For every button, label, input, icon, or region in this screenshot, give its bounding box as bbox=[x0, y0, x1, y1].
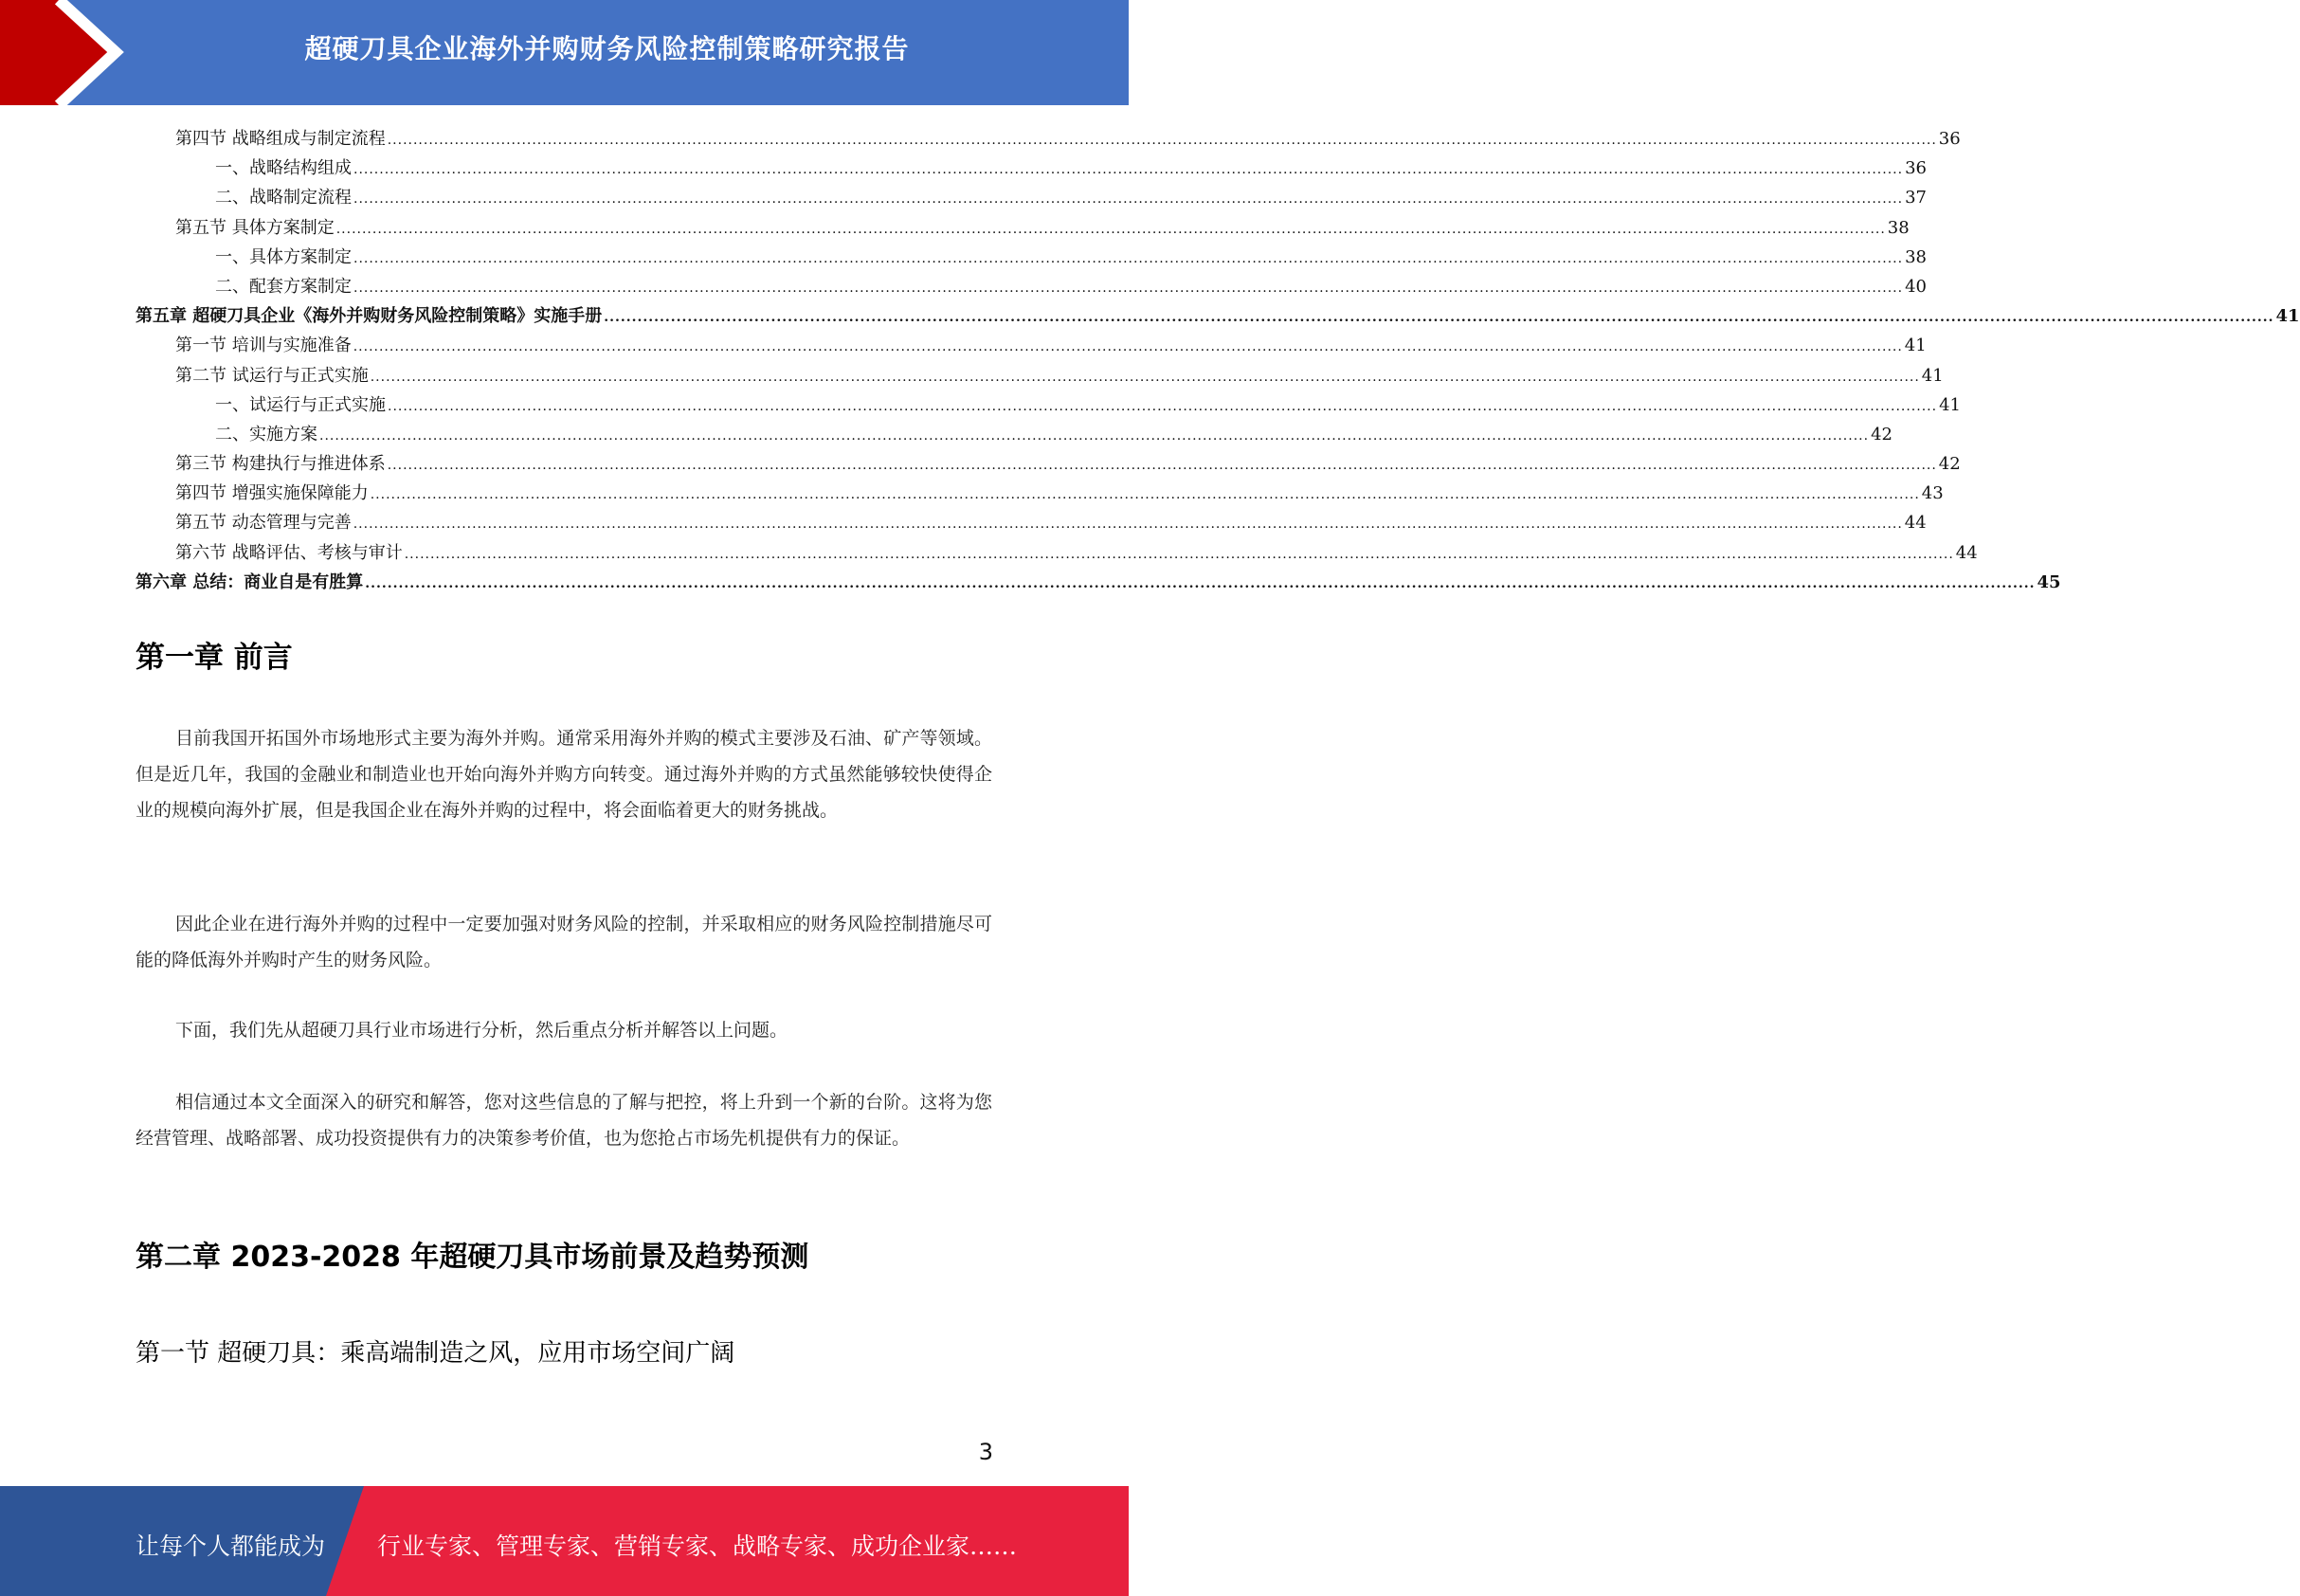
toc-entry-page: 36 bbox=[1905, 158, 1927, 179]
toc-entry-page: 37 bbox=[1905, 188, 1927, 209]
toc-entry-page: 41 bbox=[1904, 336, 1927, 356]
body-paragraph: 相信通过本文全面深入的研究和解答，您对这些信息的了解与把控，将上升到一个新的台阶。这将为您经营管理、战略部署、成功投资提供有力的决策参考价值，也为您抢占市场先机提供有力的保证。 bbox=[136, 1092, 992, 1149]
toc-entry-title: 一、战略结构组成 bbox=[215, 158, 352, 179]
toc-entry-title: 第六节 战略评估、考核与审计 bbox=[175, 542, 403, 563]
toc-entry[interactable] bbox=[136, 361, 1944, 390]
page-header bbox=[0, 0, 1129, 105]
toc-entry-page: 41 bbox=[1921, 365, 1944, 386]
toc-entry-title: 第六章 总结：商业自是有胜算 bbox=[136, 571, 364, 592]
chapter-1-heading: 第一章 前言 bbox=[136, 641, 293, 675]
toc-leader-dots: ............................................................................................................................................................................................................................................................................................................ bbox=[404, 546, 1954, 562]
toc-entry[interactable] bbox=[136, 479, 1944, 508]
toc-entry-page: 38 bbox=[1887, 217, 1910, 238]
toc-entry-page: 44 bbox=[1955, 542, 1978, 563]
toc-entry-title: 第四节 增强实施保障能力 bbox=[175, 483, 369, 504]
toc-leader-dots: ............................................................................................................................................................................................................................................................................................................ bbox=[370, 369, 1920, 385]
body-paragraph: 目前我国开拓国外市场地形式主要为海外并购。通常采用海外并购的模式主要涉及石油、矿产等领域。但是近几年，我国的金融业和制造业也开始向海外并购方向转变。通过海外并购的方式虽然能够较快使得企业的规模向海外扩展，但是我国企业在海外并购的过程中，将会面临着更大的财务挑战。 bbox=[136, 728, 992, 821]
table-of-contents bbox=[136, 124, 2300, 597]
toc-leader-dots: ............................................................................................................................................................................................................................................................................................................ bbox=[370, 487, 1920, 503]
toc-entry[interactable] bbox=[136, 568, 2061, 597]
toc-entry-title: 第五章 超硬刀具企业《海外并购财务风险控制策略》实施手册 bbox=[136, 306, 603, 327]
toc-entry[interactable] bbox=[136, 331, 1927, 360]
body-paragraph: 因此企业在进行海外并购的过程中一定要加强对财务风险的控制，并采取相应的财务风险控制措施尽可能的降低海外并购时产生的财务风险。 bbox=[136, 914, 992, 970]
page-number: 3 bbox=[978, 1439, 993, 1465]
toc-leader-dots: ............................................................................................................................................................................................................................................................................................................ bbox=[353, 162, 1904, 178]
toc-leader-dots: ............................................................................................................................................................................................................................................................................................................ bbox=[353, 250, 1904, 266]
toc-entry[interactable] bbox=[136, 124, 1961, 154]
toc-entry[interactable] bbox=[136, 243, 1927, 272]
section-heading: 第一节 超硬刀具：乘高端制造之风，应用市场空间广阔 bbox=[136, 1339, 735, 1368]
toc-leader-dots: ............................................................................................................................................................................................................................................................................................................ bbox=[335, 221, 1886, 237]
toc-entry[interactable] bbox=[136, 183, 1927, 212]
toc-entry-page: 41 bbox=[2275, 306, 2300, 327]
toc-entry-title: 第三节 构建执行与推进体系 bbox=[175, 454, 386, 475]
footer-slogan-right: 行业专家、管理专家、营销专家、战略专家、成功企业家…… bbox=[377, 1533, 1018, 1560]
toc-entry-page: 43 bbox=[1921, 483, 1944, 504]
toc-entry[interactable] bbox=[136, 420, 1893, 449]
toc-entry-page: 42 bbox=[1871, 424, 1893, 444]
toc-entry-title: 第五节 具体方案制定 bbox=[175, 217, 335, 238]
body-paragraph: 下面，我们先从超硬刀具行业市场进行分析，然后重点分析并解答以上问题。 bbox=[175, 1020, 788, 1041]
toc-leader-dots: ............................................................................................................................................................................................................................................................................................................ bbox=[319, 427, 1870, 444]
toc-entry-title: 一、试运行与正式实施 bbox=[215, 394, 386, 415]
toc-entry-page: 45 bbox=[2037, 571, 2061, 592]
footer-slogan-left: 让每个人都能成为 bbox=[136, 1533, 326, 1560]
toc-entry-title: 第一节 培训与实施准备 bbox=[175, 336, 352, 356]
toc-entry[interactable] bbox=[136, 213, 1910, 243]
toc-entry-page: 44 bbox=[1904, 513, 1927, 534]
report-title: 超硬刀具企业海外并购财务风险控制策略研究报告 bbox=[304, 33, 910, 64]
toc-entry-page: 38 bbox=[1905, 246, 1927, 267]
toc-leader-dots: ............................................................................................................................................................................................................................................................................................................ bbox=[388, 398, 1938, 414]
toc-entry[interactable] bbox=[136, 154, 1927, 183]
toc-entry-page: 41 bbox=[1939, 394, 1961, 415]
toc-entry-page: 42 bbox=[1938, 454, 1961, 475]
toc-entry-title: 第二节 试运行与正式实施 bbox=[175, 365, 369, 386]
toc-entry[interactable] bbox=[136, 538, 1978, 568]
toc-entry[interactable] bbox=[136, 390, 1961, 420]
toc-leader-dots: ............................................................................................................................................................................................................................................................................................................ bbox=[604, 310, 2274, 326]
toc-entry[interactable] bbox=[136, 508, 1927, 537]
page-footer bbox=[0, 1486, 1129, 1596]
toc-leader-dots: ............................................................................................................................................................................................................................................................................................................ bbox=[387, 133, 1937, 148]
toc-entry-title: 一、具体方案制定 bbox=[215, 246, 352, 267]
toc-leader-dots: ............................................................................................................................................................................................................................................................................................................ bbox=[365, 575, 2036, 591]
toc-leader-dots: ............................................................................................................................................................................................................................................................................................................ bbox=[353, 191, 1904, 208]
toc-entry-title: 第四节 战略组成与制定流程 bbox=[175, 129, 386, 149]
toc-leader-dots: ............................................................................................................................................................................................................................................................................................................ bbox=[353, 280, 1904, 296]
toc-entry-title: 二、战略制定流程 bbox=[215, 188, 352, 209]
toc-entry[interactable] bbox=[136, 272, 1927, 301]
toc-entry[interactable] bbox=[136, 301, 2300, 331]
toc-entry-title: 第五节 动态管理与完善 bbox=[175, 513, 352, 534]
toc-entry-title: 二、配套方案制定 bbox=[215, 276, 352, 297]
toc-entry-title: 二、实施方案 bbox=[215, 424, 317, 444]
toc-entry[interactable] bbox=[136, 449, 1961, 479]
toc-leader-dots: ............................................................................................................................................................................................................................................................................................................ bbox=[353, 339, 1903, 355]
toc-leader-dots: ............................................................................................................................................................................................................................................................................................................ bbox=[387, 458, 1937, 474]
toc-entry-page: 36 bbox=[1938, 129, 1961, 149]
toc-leader-dots: ............................................................................................................................................................................................................................................................................................................ bbox=[353, 517, 1903, 533]
toc-entry-page: 40 bbox=[1905, 276, 1927, 297]
chapter-2-heading: 第二章 2023-2028 年超硬刀具市场前景及趋势预测 bbox=[136, 1241, 809, 1274]
